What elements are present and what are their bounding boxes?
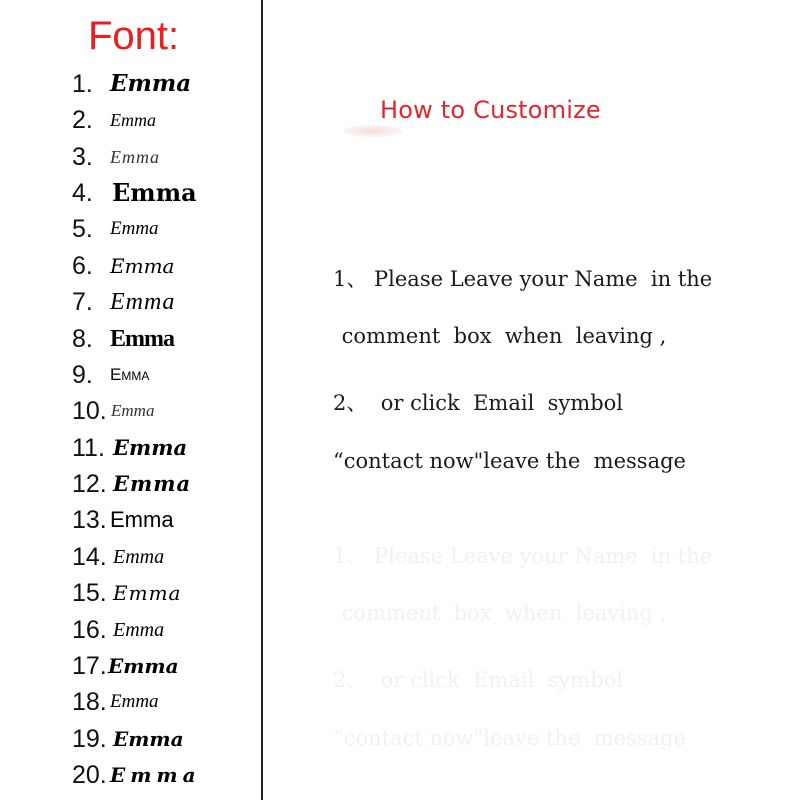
font-number: 5. xyxy=(72,215,93,243)
instruction-line: comment box when leaving , xyxy=(335,324,667,348)
font-sample-row xyxy=(0,393,255,429)
font-sample-row xyxy=(0,502,255,538)
instruction-line: “contact now"leave the message xyxy=(333,449,686,473)
font-sample: Emma xyxy=(108,654,179,678)
font-sample-row xyxy=(0,466,255,502)
faded-instruction-line: 2、 or click Email symbol xyxy=(333,668,624,692)
font-number: 9. xyxy=(72,361,93,389)
font-number: 2. xyxy=(72,106,93,134)
font-sample-row xyxy=(0,539,255,575)
font-sample-row xyxy=(0,430,255,466)
font-sample-row xyxy=(0,284,255,320)
font-sample-row xyxy=(0,575,255,611)
font-sample: Emma xyxy=(110,110,156,130)
font-sample-row xyxy=(0,248,255,284)
instruction-line: 2、 or click Email symbol xyxy=(333,391,624,415)
font-sample: Emma xyxy=(112,178,197,207)
font-sample: Emma xyxy=(113,581,182,605)
font-number: 14. xyxy=(72,543,107,571)
font-sample-row xyxy=(0,66,255,102)
font-number: 11. xyxy=(72,434,105,462)
font-sample: Emma xyxy=(110,147,160,167)
font-sample: Emma xyxy=(111,401,155,420)
font-sample: Emma xyxy=(110,326,174,352)
faded-instruction-line: comment box when leaving , xyxy=(335,601,667,625)
font-sample: Emma xyxy=(113,471,192,496)
vertical-divider xyxy=(261,0,263,800)
faded-instruction-line: 1、 Please Leave your Name in the xyxy=(333,544,713,568)
font-sample: Emma xyxy=(113,727,184,751)
font-sample: Emma xyxy=(110,365,150,384)
font-number: 7. xyxy=(72,288,93,316)
font-number: 1. xyxy=(72,70,93,98)
font-number: 6. xyxy=(72,252,93,280)
font-sample: Emma xyxy=(110,507,174,532)
font-number: 8. xyxy=(72,325,93,353)
font-sample: Emma xyxy=(113,435,188,460)
font-sample-row xyxy=(0,139,255,175)
how-to-customize-heading: How to Customize xyxy=(380,96,601,124)
font-sample-row xyxy=(0,757,255,793)
font-title: Font: xyxy=(88,14,180,58)
font-number: 16. xyxy=(72,616,107,644)
font-sample-row xyxy=(0,648,255,684)
font-sample: Emma xyxy=(110,763,201,787)
font-sample-row xyxy=(0,721,255,757)
font-sample-row xyxy=(0,175,255,211)
font-sample-row xyxy=(0,684,255,720)
font-sample: Emma xyxy=(110,254,175,278)
font-sample-row xyxy=(0,211,255,247)
font-number: 12. xyxy=(72,470,107,498)
font-number: 15. xyxy=(72,579,107,607)
font-sample-row xyxy=(0,102,255,138)
font-number: 4. xyxy=(72,179,93,207)
font-number: 19. xyxy=(72,725,107,753)
font-number: 13. xyxy=(72,506,107,534)
faded-instruction-line: “contact now"leave the message xyxy=(333,726,686,750)
font-sample: Emma xyxy=(110,289,176,315)
font-number: 17. xyxy=(72,652,107,680)
font-sample: Emma xyxy=(110,691,159,712)
font-number: 10. xyxy=(72,397,107,425)
font-number: 3. xyxy=(72,143,93,171)
font-number: 18. xyxy=(72,688,107,716)
font-sample-row xyxy=(0,357,255,393)
font-number: 20. xyxy=(72,761,107,789)
font-sample: Emma xyxy=(110,70,192,97)
font-sample-row xyxy=(0,321,255,357)
font-sample: Emma xyxy=(113,546,165,568)
font-sample-row xyxy=(0,612,255,648)
font-sample: Emma xyxy=(110,218,159,239)
font-sample: Emma xyxy=(113,619,165,641)
instruction-line: 1、 Please Leave your Name in the xyxy=(333,267,713,291)
